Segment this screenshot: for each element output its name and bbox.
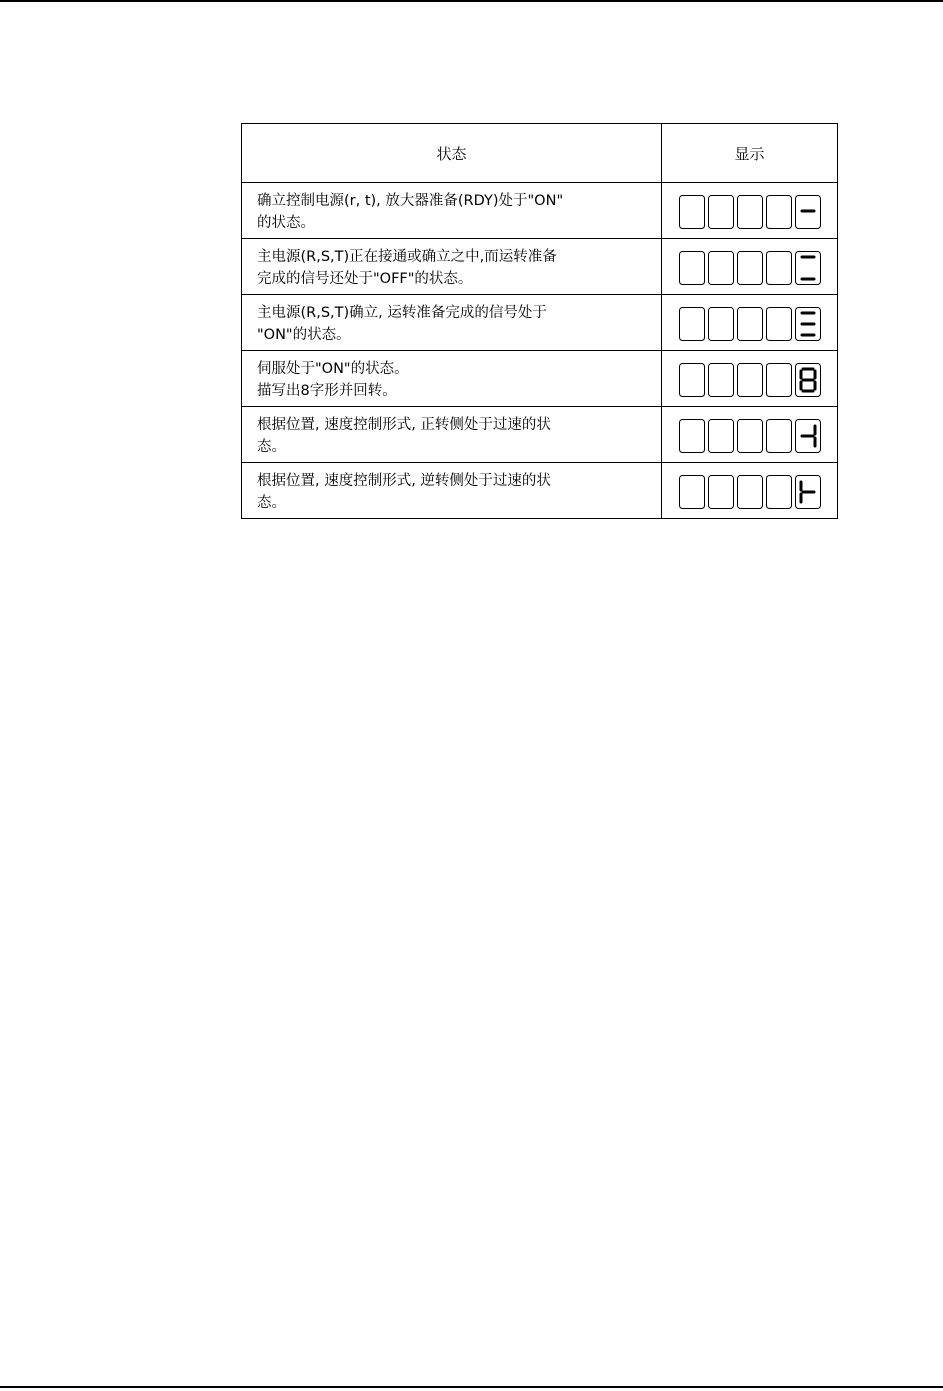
page-top-rule <box>0 0 943 2</box>
forward-overspeed-display-icon <box>678 414 822 456</box>
state-description <box>242 295 662 351</box>
display-cell <box>662 183 838 239</box>
table-header-row <box>242 124 838 183</box>
display-cell <box>662 407 838 463</box>
description-line: 态。 <box>257 494 286 511</box>
state-description <box>242 407 662 463</box>
description-line: 确立控制电源(r, t), 放大器准备(RDY)处于"ON" <box>257 192 564 209</box>
status-display-table <box>241 123 838 519</box>
display-cell <box>662 295 838 351</box>
table-row <box>242 351 838 407</box>
state-description <box>242 351 662 407</box>
description-line: "ON"的状态。 <box>257 326 351 343</box>
description-line: 根据位置, 速度控制形式, 正转侧处于过速的状 <box>257 416 551 433</box>
table-row <box>242 463 838 519</box>
display-cell <box>662 463 838 519</box>
table-row <box>242 407 838 463</box>
table-row <box>242 239 838 295</box>
state-description <box>242 463 662 519</box>
reverse-overspeed-display-icon <box>678 470 822 512</box>
table-row <box>242 183 838 239</box>
column-header-state: 状态 <box>242 124 662 183</box>
three-dash-display-icon <box>678 302 822 344</box>
description-line: 完成的信号还处于"OFF"的状态。 <box>257 270 473 287</box>
page-bottom-rule <box>0 1386 943 1388</box>
figure-eight-display-icon <box>678 358 822 400</box>
table-row <box>242 295 838 351</box>
description-line: 主电源(R,S,T)确立, 运转准备完成的信号处于 <box>257 304 547 321</box>
display-cell <box>662 351 838 407</box>
description-line: 描写出8字形并回转。 <box>257 382 397 399</box>
column-header-display: 显示 <box>662 124 838 183</box>
description-line: 伺服处于"ON"的状态。 <box>257 360 409 377</box>
description-line: 根据位置, 速度控制形式, 逆转侧处于过速的状 <box>257 472 551 489</box>
description-line: 主电源(R,S,T)正在接通或确立之中,而运转准备 <box>257 248 557 265</box>
display-cell <box>662 239 838 295</box>
top-bottom-dash-display-icon <box>678 246 822 288</box>
single-dash-display-icon <box>678 190 822 232</box>
state-description <box>242 239 662 295</box>
description-line: 的状态。 <box>257 214 315 231</box>
description-line: 态。 <box>257 438 286 455</box>
state-description <box>242 183 662 239</box>
